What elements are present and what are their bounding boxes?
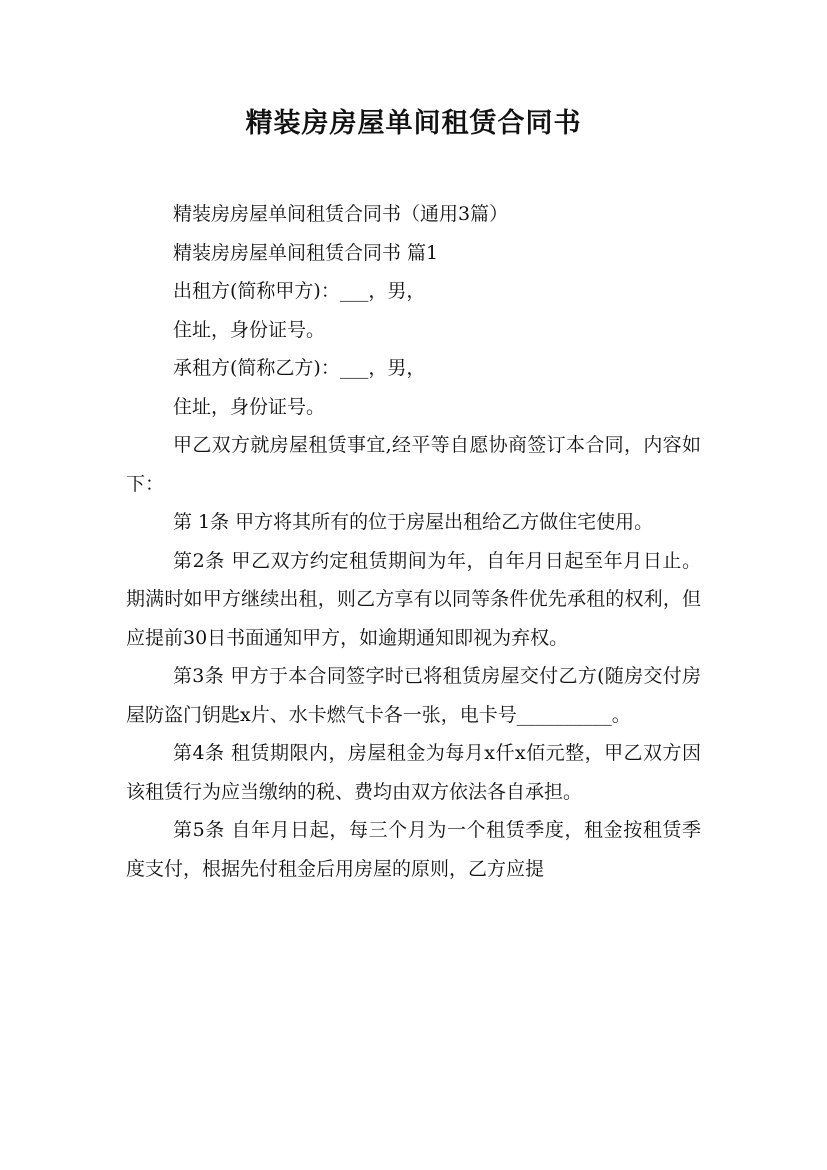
paragraph-section-heading: 精装房房屋单间租赁合同书 篇1 (173, 241, 439, 264)
paragraph-article-4: 第4条 租赁期限内，房屋租金为每月x仟x佰元整，甲乙双方因该租赁行为应当缴纳的税、费均由双方依法各自承担。 (126, 742, 701, 803)
paragraph-subtitle: 精装房房屋单间租赁合同书（通用3篇） (173, 203, 509, 225)
paragraph-lessor-address: 住址，身份证号。 (173, 318, 326, 341)
paragraph-article-3: 第3条 甲方于本合同签字时已将租赁房屋交付乙方(随房交付房屋防盗门钥匙x片、水卡燃气卡各一张，电卡号__________。 (126, 665, 701, 726)
paragraph-lessor: 出租方(简称甲方)：___，男， (173, 280, 426, 302)
paragraph-article-5: 第5条 自年月日起，每三个月为一个租赁季度，租金按租赁季度支付，根据先付租金后用房屋的原则，乙方应提 (126, 819, 701, 880)
paragraph-preamble: 甲乙双方就房屋租赁事宜,经平等自愿协商签订本合同，内容如下： (126, 434, 701, 495)
paragraph-article-1: 第 1条 甲方将其所有的位于房屋出租给乙方做住宅使用。 (173, 511, 654, 533)
paragraph-lessee-address: 住址，身份证号。 (173, 395, 326, 418)
paragraph-lessee: 承租方(简称乙方)：___，男， (173, 357, 426, 379)
document-body (126, 195, 701, 888)
document-title: 精装房房屋单间租赁合同书 (245, 108, 582, 139)
paragraph-article-2: 第2条 甲乙双方约定租赁期间为年，自年月日起至年月日止。期满时如甲方继续出租，则乙方享有以同等条件优先承租的权利，但应提前30日书面通知甲方，如逾期通知即视为弃权。 (126, 549, 701, 649)
